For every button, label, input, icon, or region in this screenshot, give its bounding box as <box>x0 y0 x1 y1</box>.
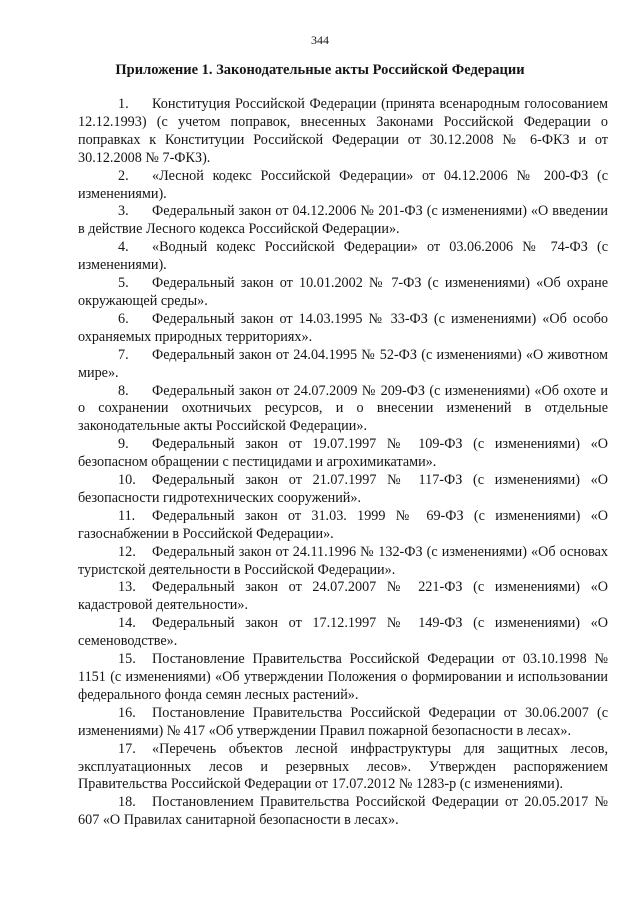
list-item-number: 4. <box>118 239 129 256</box>
list-item-number: 12. <box>118 543 136 560</box>
list-item-text: Федеральный закон от 10.01.2002 № 7-ФЗ (с изменениями) «Об охране окружающей среды». <box>78 275 608 309</box>
list-item <box>78 436 608 472</box>
appendix-heading: Приложение 1. Законодательные акты Российской Федерации <box>115 62 525 78</box>
list-item-text: Конституция Российской Федерации (принята всенародным голосованием 12.12.1993) (с учетом поправок, внесенных Законами Российской Федерации о поправках к Конституции Российской Федерации от 30.12.2008 № 6-ФКЗ и от 30.12.2008 № 7-ФКЗ). <box>78 96 608 166</box>
list-item-number: 3. <box>118 203 129 220</box>
list-item-number: 2. <box>118 167 129 184</box>
list-item-number: 11. <box>118 507 136 524</box>
list-item-text: «Лесной кодекс Российской Федерации» от 04.12.2006 № 200-ФЗ (с изменениями). <box>78 167 608 202</box>
list-item <box>78 203 608 239</box>
list-item-number: 10. <box>118 472 136 489</box>
list-item <box>78 383 608 437</box>
list-item <box>78 544 608 580</box>
list-item <box>78 275 608 311</box>
list-item-number: 1. <box>118 96 129 112</box>
list-item-text: Федеральный закон от 24.07.2009 № 209-ФЗ (с изменениями) «Об охоте и о сохранении охотничьих ресурсов, и о внесении изменений в отдельные законодательные акты Российской Федерации». <box>78 382 608 435</box>
list-item-text: Федеральный закон от 24.11.1996 № 132-ФЗ (с изменениями) «Об основах туристской деятельности в Российской Федерации». <box>78 543 608 578</box>
list-item-text: Федеральный закон от 31.03. 1999 № 69-ФЗ (с изменениями) «О газоснабжении в Российской Федерации». <box>78 507 608 542</box>
list-item-number: 9. <box>118 436 129 453</box>
list-item <box>78 579 608 615</box>
list-item <box>78 508 608 544</box>
list-item-text: Федеральный закон от 24.07.2007 № 221-ФЗ (с изменениями) «О кадастровой деятельности». <box>78 579 608 614</box>
list-item-text: Постановлением Правительства Российской Федерации от 20.05.2017 № 607 «О Правилах санитарной безопасности в лесах». <box>78 794 608 829</box>
list-item <box>78 741 608 795</box>
page-number: 344 <box>311 33 329 47</box>
list-item-text: Федеральный закон от 17.12.1997 № 149-ФЗ (с изменениями) «О семеноводстве». <box>78 615 608 650</box>
list-item-text: Федеральный закон от 21.07.1997 № 117-ФЗ (с изменениями) «О безопасности гидротехнических сооружений». <box>78 472 608 506</box>
list-item <box>78 311 608 347</box>
list-item-text: Федеральный закон от 19.07.1997 № 109-ФЗ (с изменениями) «О безопасном обращении с пестицидами и агрохимикатами». <box>78 436 608 471</box>
list-item <box>78 168 608 204</box>
list-item <box>78 347 608 383</box>
list-item-number: 5. <box>118 275 129 292</box>
list-item-text: Постановление Правительства Российской Федерации от 30.06.2007 (с изменениями) № 417 «Об утверждении Правил пожарной безопасности в лесах». <box>78 704 608 739</box>
list-item <box>78 96 608 168</box>
list-item <box>78 794 608 830</box>
legislation-list <box>78 96 608 830</box>
list-item-number: 13. <box>118 579 136 596</box>
list-item-text: Постановление Правительства Российской Федерации от 03.10.1998 № 1151 (с изменениями) «Об утверждении Положения о формировании и использовании федерального фонда семян лесных растений». <box>78 651 608 703</box>
list-item-text: «Водный кодекс Российской Федерации» от 03.06.2006 № 74-ФЗ (с изменениями). <box>78 239 608 274</box>
list-item-text: Федеральный закон от 04.12.2006 № 201-ФЗ (с изменениями) «О введении в действие Лесного кодекса Российской Федерации». <box>78 203 608 238</box>
list-item-number: 17. <box>118 740 136 757</box>
list-item-number: 16. <box>118 704 136 721</box>
list-item <box>78 239 608 275</box>
list-item-number: 18. <box>118 794 136 811</box>
list-item-number: 7. <box>118 346 129 363</box>
list-item-text: «Перечень объектов лесной инфраструктуры для защитных лесов, эксплуатационных лесов и резервных лесов». Утвержден распоряжением Правительства Российской Федерации от 17.07.2012 № 1283-р (с изменениями). <box>78 740 608 793</box>
list-item <box>78 472 608 508</box>
list-item-number: 14. <box>118 615 136 632</box>
list-item <box>78 651 608 705</box>
list-item <box>78 615 608 651</box>
list-item-text: Федеральный закон от 14.03.1995 № 33-ФЗ (с изменениями) «Об особо охраняемых природных территориях». <box>78 310 608 345</box>
list-item-number: 15. <box>118 651 136 668</box>
list-item <box>78 705 608 741</box>
list-item-number: 8. <box>118 382 129 399</box>
list-item-text: Федеральный закон от 24.04.1995 № 52-ФЗ (с изменениями) «О животном мире». <box>78 346 608 381</box>
list-item-number: 6. <box>118 310 129 327</box>
